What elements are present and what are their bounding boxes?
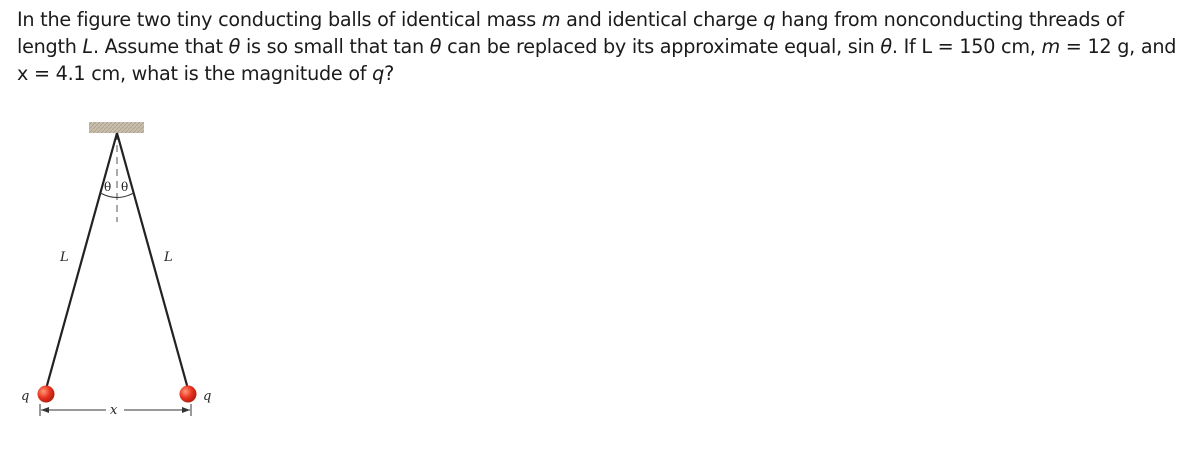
question-part: can be replaced by its approximate equal, sin [441, 35, 881, 58]
theta-variable: θ [429, 35, 442, 58]
question-part: ? [384, 62, 395, 85]
charge-variable: q [763, 8, 776, 31]
length-variable: L [82, 35, 93, 58]
left-thread [46, 133, 117, 389]
right-arrowhead [182, 407, 190, 413]
right-thread [117, 133, 188, 389]
question-part: In the figure two tiny conducting balls of identical mass [17, 8, 542, 31]
charge-variable: q [372, 62, 385, 85]
question-part: = 12 g, and x = 4.1 cm, what is the magnitude of [17, 35, 1177, 85]
theta-variable: θ [880, 35, 892, 58]
mass-variable: m [1041, 35, 1060, 58]
right-charged-ball [180, 386, 197, 403]
question-part: . If L = 150 cm, [891, 35, 1042, 58]
left-arrowhead [41, 407, 49, 413]
ceiling-support [89, 122, 144, 133]
question-part: is so small that tan [240, 35, 430, 58]
theta-left-label: θ [104, 180, 112, 194]
left-length-label: L [60, 250, 69, 265]
pendulum-figure [0, 110, 260, 450]
separation-label: x [110, 403, 118, 418]
mass-variable: m [541, 8, 561, 31]
theta-variable: θ [228, 35, 241, 58]
question-text [17, 6, 1187, 87]
theta-right-label: θ [121, 180, 129, 194]
question-part: and identical charge [560, 8, 764, 31]
question-part: hang from nonconducting threads of length [17, 8, 1124, 58]
left-charge-label: q [21, 389, 30, 404]
left-charged-ball [38, 386, 55, 403]
question-part: . Assume that [92, 35, 229, 58]
right-charge-label: q [203, 389, 212, 404]
right-length-label: L [164, 250, 173, 265]
